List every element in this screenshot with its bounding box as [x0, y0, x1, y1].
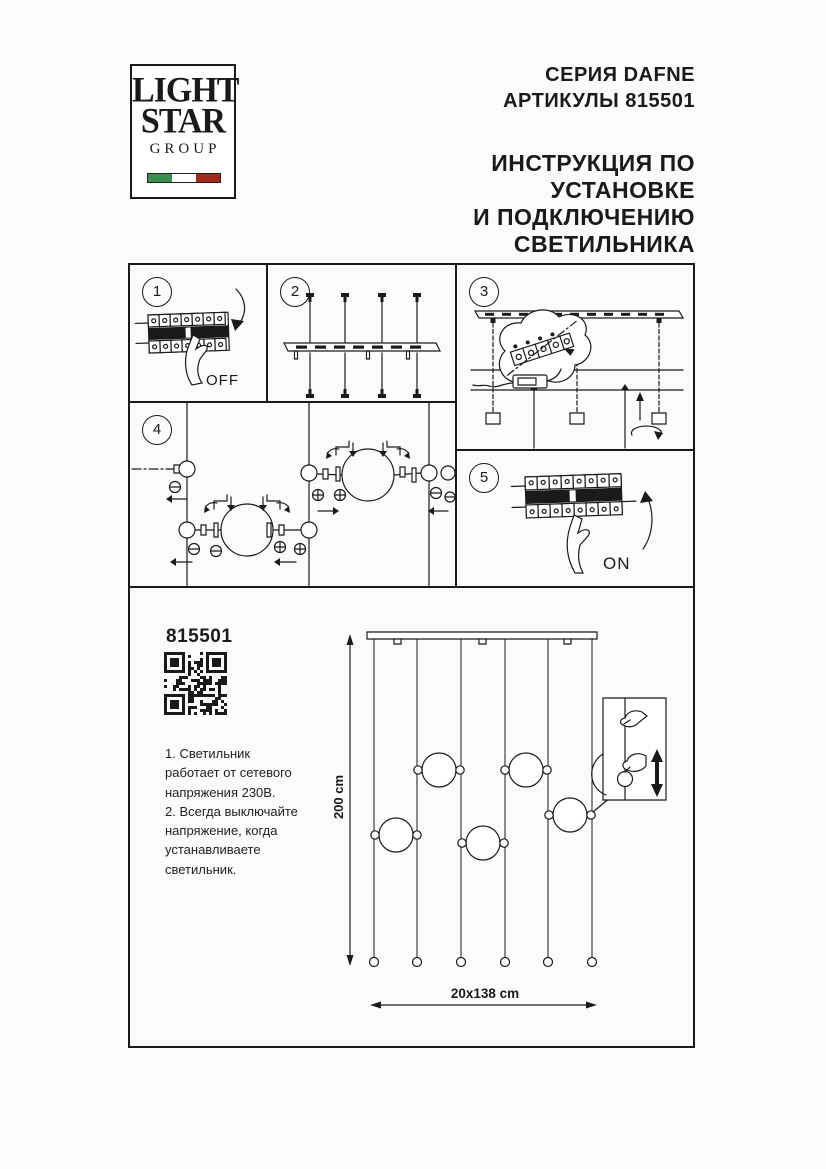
step2-number-badge: 2: [280, 277, 310, 307]
note-line: 2. Всегда выключайте: [165, 803, 298, 819]
bracket-screw-icon-right: [379, 441, 410, 459]
article-title: АРТИКУЛЫ 815501: [503, 90, 695, 112]
note-line: светильник.: [165, 861, 237, 877]
circuit-breaker-icon: [511, 473, 636, 518]
flag-green-segment: [148, 174, 172, 182]
circuit-breaker-icon: [135, 312, 229, 353]
instruction-title-line2: И ПОДКЛЮЧЕНИЮ СВЕТИЛЬНИКА: [473, 204, 695, 257]
logo-word-light: LIGHT: [132, 71, 239, 110]
ceiling-bar-icon: [367, 632, 597, 644]
sphere-5: [458, 826, 508, 860]
minus-screw-icons: [189, 544, 222, 557]
step5-panel: [455, 449, 695, 588]
step5-number-badge: 5: [469, 463, 499, 493]
pointing-hand-icon: [567, 515, 589, 573]
screws-below-icon: [306, 353, 421, 398]
width-dimension-label: 20x138 cm: [450, 986, 520, 1001]
height-dimension-label: 200 cm: [331, 774, 346, 820]
mounting-bar-icon: [284, 343, 440, 351]
sphere-3: [545, 798, 595, 832]
logo-word-star: STAR: [140, 102, 226, 142]
sphere-2: [501, 753, 551, 787]
suspension-wires: [374, 639, 592, 957]
width-dimension-arrow: [370, 1002, 597, 1009]
note-line: устанавливаете: [165, 842, 261, 858]
step1-panel: [128, 263, 268, 403]
height-dimension-arrow: [347, 634, 354, 966]
height-adjustment-inset: [592, 698, 666, 800]
sphere-4: [371, 818, 421, 852]
step4-shade-assembly-diagram: [130, 403, 455, 586]
upper-glass-sphere-icon: [301, 441, 455, 515]
plus-screw-icons: [313, 490, 346, 501]
lightstar-logo: [130, 64, 239, 199]
glass-spheres: [371, 753, 595, 860]
product-panel: [128, 586, 695, 1048]
note-line: работает от сетевого: [165, 765, 292, 781]
step4-panel: [128, 401, 457, 588]
flag-white-segment: [172, 174, 196, 182]
step3-number-badge: 3: [469, 277, 499, 307]
rotate-arrow-icon: [631, 426, 663, 440]
note-line: напряжение, когда: [165, 823, 278, 839]
step3-panel: [455, 263, 695, 451]
unscrew-icon: [170, 482, 181, 493]
plus-screw-icons: [275, 542, 306, 555]
bracket-screw-icon-left: [326, 441, 357, 459]
cord-end-weights: [370, 958, 597, 967]
rotate-down-arrow-icon: [231, 289, 245, 331]
rotate-up-arrow-icon: [640, 491, 653, 549]
product-article-number: 815501: [166, 626, 233, 647]
flag-red-segment: [196, 174, 220, 182]
hanging-hooks-icon: [295, 351, 410, 359]
lift-arrow-icon: [636, 392, 644, 420]
lower-glass-sphere-icon: [170, 495, 317, 566]
instruction-title-line1: ИНСТРУКЦИЯ ПО УСТАНОВКЕ: [491, 150, 695, 203]
step1-number-badge: 1: [142, 277, 172, 307]
screws-above-icon: [306, 293, 421, 342]
fixture-drawing: [130, 588, 693, 1046]
on-label: ON: [603, 554, 631, 573]
minus-screw-icons: [431, 488, 456, 503]
note-line: 1. Светильник: [165, 746, 251, 761]
logo-word-group: GROUP: [149, 140, 221, 157]
header-titles: [340, 62, 695, 258]
off-label: OFF: [206, 372, 239, 389]
step2-panel: [266, 263, 457, 403]
step4-number-badge: 4: [142, 415, 172, 445]
series-title: СЕРИЯ DAFNE: [545, 64, 695, 86]
canopy-boxes-icon: [486, 413, 666, 424]
cord-grip-ball-icon: [166, 461, 195, 503]
italian-flag-bar: [147, 173, 221, 183]
sphere-1: [414, 753, 464, 787]
note-line: напряжения 230В.: [165, 784, 276, 800]
